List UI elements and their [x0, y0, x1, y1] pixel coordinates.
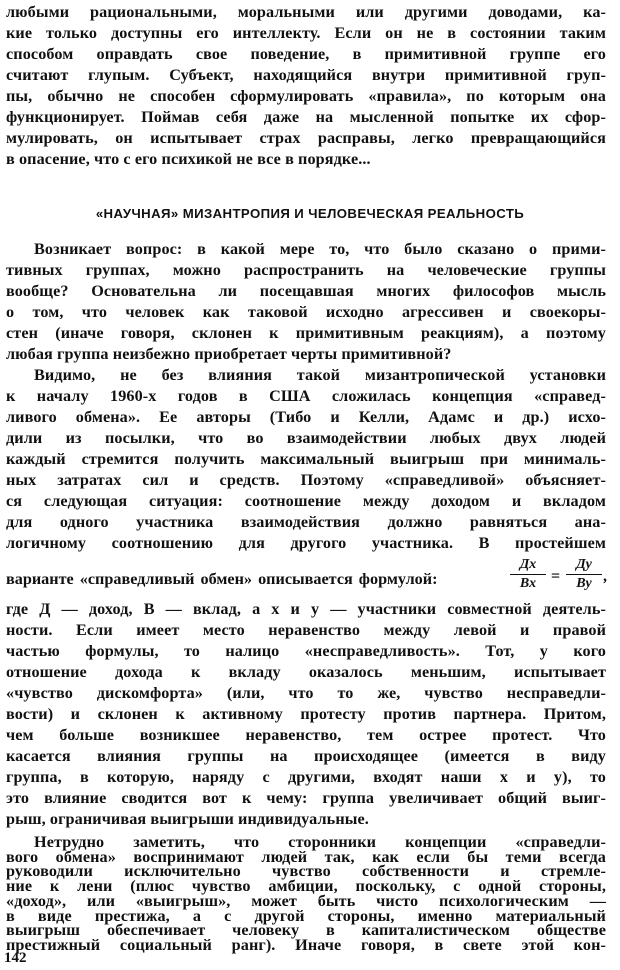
text-line: стен (иначе говоря, склонен к примитивным реакциям), а поэтому — [6, 324, 606, 342]
text-line: пы, обычно не способен сформулировать «правила», по которым она — [6, 87, 606, 105]
text-line: ливого обмена». Ее авторы (Тибо и Келли, Адамс и др.) исхо- — [6, 408, 606, 426]
text-line: способом оправдать свое поведение, в примитивной группе его — [6, 45, 606, 63]
text-line: мулировать, он испытывает страх расправы, легко превращающийся — [6, 129, 606, 147]
text-line: «чувство дискомфорта» (или, что то же, чувство несправедли- — [6, 684, 606, 702]
text-line: руководили исключительно чувство собственности и стремле- — [6, 862, 606, 881]
formula-line — [6, 556, 606, 600]
text-line: ся следующая ситуация: соотношение между доходом и вкладом — [6, 492, 606, 510]
text-line: частью формулы, то налицо «несправедливость». Тот, у кого — [6, 642, 606, 660]
text-line: для одного участника взаимодействия должно равняться ана- — [6, 513, 606, 531]
fraction-left — [510, 556, 546, 593]
text-line: любая группа неизбежно приобретает черты примитивной? — [6, 345, 452, 363]
text-line: выигрыш обеспечивает человеку в капиталистическом обществе — [6, 921, 606, 940]
section-heading: «НАУЧНАЯ» МИЗАНТРОПИЯ И ЧЕЛОВЕЧЕСКАЯ РЕАЛЬНОСТЬ — [95, 206, 525, 221]
fraction-left-denominator: Вx — [519, 576, 537, 591]
text-line: вообще? Основательна ли посещавшая многих философов мысль — [6, 282, 606, 300]
text-line: ности. Если имеет место неравенство между левой и правой — [6, 621, 606, 639]
text-line: престижный социальный ранг). Иначе говоря, в свете этой кон- — [6, 935, 606, 954]
text-line: дили из посылки, что во взаимодействии любых двух людей — [6, 429, 606, 447]
page-number: 142 — [4, 950, 27, 966]
text-line: в виде престижа, а с другой стороны, именно материальный — [6, 906, 606, 925]
text-line: в опасение, что с его психикой не все в порядке... — [6, 150, 371, 168]
text-line: Видимо, не без влияния такой мизантропической установки — [34, 366, 606, 384]
text-line: любыми рациональными, моральными или другими доводами, ка- — [6, 3, 606, 21]
text-line: ние к лени (плюс чувство амбиции, поскольку, с одной стороны, — [6, 877, 606, 896]
text-line: «доход», или «выигрыш», может быть чисто психологическим — — [6, 891, 606, 910]
text-line: Возникает вопрос: в какой мере то, что было сказано о прими- — [34, 240, 606, 258]
text-line: логичному соотношению для другого участника. В простейшем — [6, 534, 606, 552]
formula-lead-text: варианте «справедливый обмен» описывается формулой: — [6, 570, 438, 588]
text-line: функционирует. Поймав себя даже на мысленной попытке их сфор- — [6, 108, 606, 126]
formula-comma: , — [603, 568, 607, 585]
text-line: вости) и склонен к активному протесту против партнера. Притом, — [6, 705, 606, 723]
text-line: вого обмена» воспринимают людей так, как если бы теми всегда — [6, 847, 606, 866]
text-line: Нетрудно заметить, что сторонники концепции «справедли- — [34, 833, 606, 851]
equals-sign: = — [551, 568, 561, 585]
text-line: о том, что человек как таковой исходно агрессивен и своекоры- — [6, 303, 606, 321]
fraction-left-numerator: Дx — [510, 556, 546, 575]
text-line: где Д — доход, В — вклад, а x и y — участники совместной деятель- — [6, 600, 606, 618]
text-line: тивных группах, можно распространить на человеческие группы — [6, 261, 606, 279]
text-line: это влияние сводится вот к чему: группа увеличивает общий выиг- — [6, 789, 606, 807]
fraction-right-numerator: Дy — [566, 556, 602, 575]
fraction-right-denominator: Вy — [576, 576, 592, 591]
text-line: считают глупым. Субъект, находящийся внутри примитивной груп- — [6, 66, 606, 84]
text-line: каждый стремится получить максимальный выигрыш при минималь- — [6, 450, 606, 468]
text-line: к началу 1960-х годов в США сложилась концепция «справед- — [6, 387, 606, 405]
text-line: ных затратах сил и средств. Поэтому «справедливой» объясняет- — [6, 471, 606, 489]
fraction-right — [566, 556, 602, 593]
text-line: группа, в которую, наряду с другими, входят наши x и y), то — [6, 768, 606, 786]
text-line: отношение дохода к вкладу оказалось меньшим, испытывает — [6, 663, 606, 681]
text-line: касается влияния группы на происходящее (имеется в виду — [6, 747, 606, 765]
text-line: кие только доступны его интеллекту. Если он не в состоянии таким — [6, 24, 606, 42]
text-line: чем больше возникшее неравенство, тем острее протест. Что — [6, 726, 606, 744]
text-line: рыш, ограничивая выигрыши индивидуальные. — [6, 810, 369, 828]
